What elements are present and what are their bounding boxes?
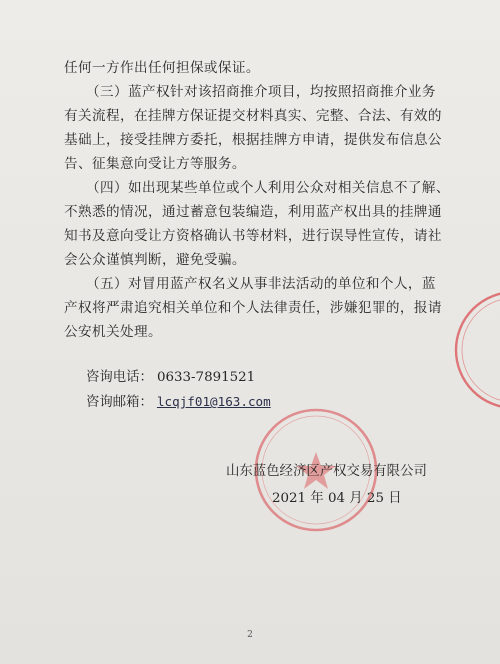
- phone-label: 咨询电话：: [86, 370, 153, 385]
- email-link[interactable]: lcqjf01@163.com: [156, 394, 271, 409]
- body-line: 会公众谨慎判断，避免受骗。: [64, 252, 246, 268]
- body-line: 有关流程，在挂牌方保证提交材料真实、完整、合法、有效的: [64, 108, 442, 124]
- phone-value: 0633-7891521: [156, 370, 256, 385]
- contact-phone: [86, 366, 255, 385]
- body-line: 公安机关处理。: [64, 324, 162, 340]
- company-name: 山东蓝色经济区产权交易有限公司: [226, 464, 427, 479]
- body-line: 任何一方作出任何担保或保证。: [64, 60, 260, 76]
- body-line: 不熟悉的情况，通过蓄意包装编造，利用蓝产权出具的挂牌通: [64, 204, 442, 220]
- body-line: （四）如出现某些单位或个人利用公众对相关信息不了解、: [86, 180, 450, 196]
- body-line: （三）蓝产权针对该招商推介项目，均按照招商推介业务: [86, 84, 436, 100]
- body-line: （五）对冒用蓝产权名义从事非法活动的单位和个人，蓝: [86, 276, 436, 292]
- page-number: 2: [247, 630, 253, 640]
- body-line: 基础上，接受挂牌方委托，根据挂牌方申请，提供发布信息公: [64, 132, 442, 148]
- email-label: 咨询邮箱：: [86, 395, 153, 410]
- body-line: 知书及意向受让方资格确认书等材料，进行误导性宣传，请社: [64, 228, 442, 244]
- contact-email: [86, 391, 271, 410]
- body-line: 告、征集意向受让方等服务。: [64, 156, 246, 172]
- body-line: 产权将严肃追究相关单位和个人法律责任，涉嫌犯罪的，报请: [64, 300, 442, 316]
- sign-date: 2021 年 04 月 25 日: [272, 491, 402, 506]
